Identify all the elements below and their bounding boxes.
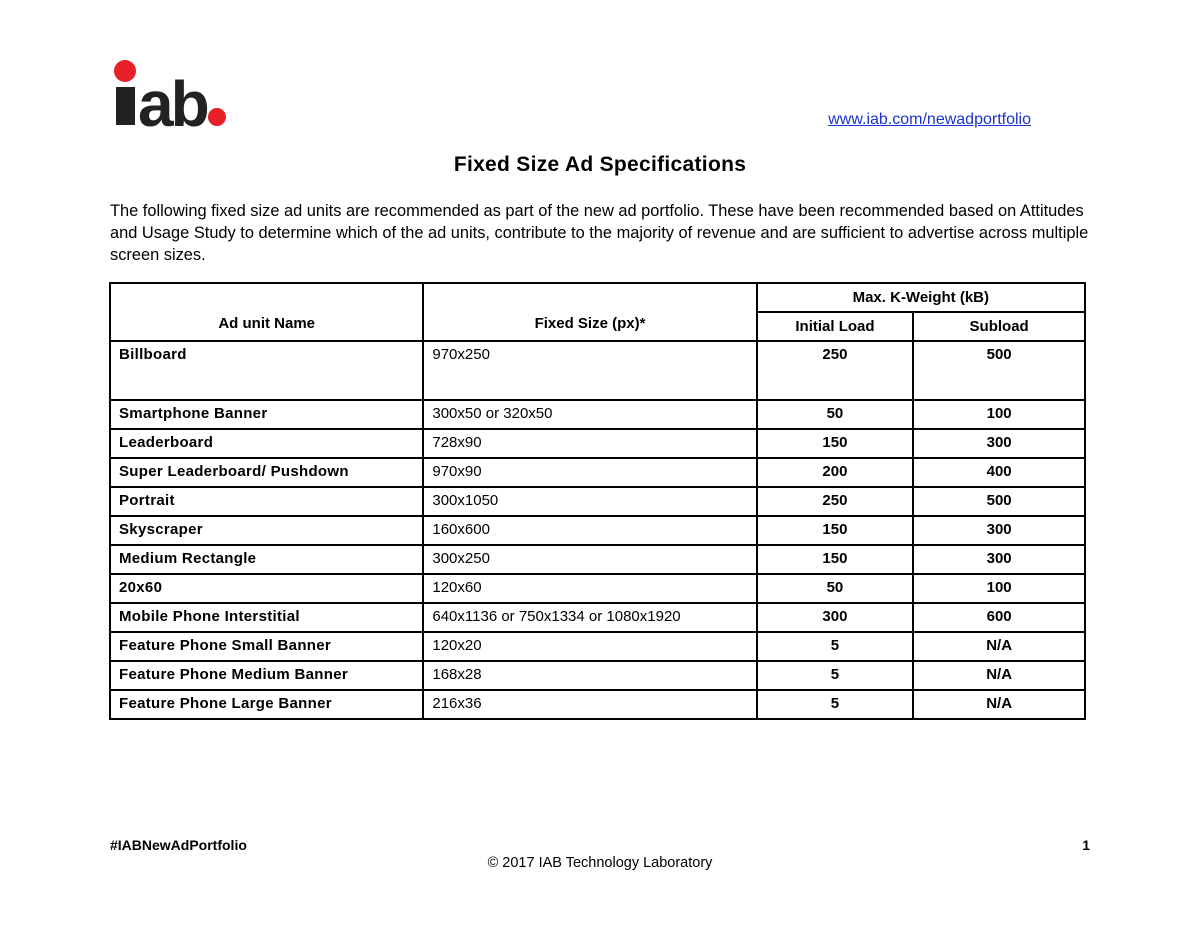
table-row (110, 661, 1085, 690)
header-fixed-size: Fixed Size (px)* (423, 283, 756, 341)
table-header-row-top (110, 283, 1085, 312)
subload-cell: 300 (913, 516, 1085, 545)
subload-cell: N/A (913, 690, 1085, 719)
header-initial-load: Initial Load (757, 312, 914, 341)
fixed-size-cell: 120x60 (423, 574, 756, 603)
subload-cell: 100 (913, 400, 1085, 429)
fixed-size-cell: 300x250 (423, 545, 756, 574)
iab-logo (112, 58, 226, 140)
subload-cell: 300 (913, 429, 1085, 458)
initial-load-cell: 5 (757, 690, 914, 719)
table-body (110, 341, 1085, 719)
initial-load-cell: 150 (757, 429, 914, 458)
ad-unit-name-cell: Feature Phone Large Banner (110, 690, 423, 719)
header-max-k-weight: Max. K-Weight (kB) (757, 283, 1085, 312)
table-row (110, 341, 1085, 400)
ad-unit-name-cell: Feature Phone Medium Banner (110, 661, 423, 690)
fixed-size-cell: 168x28 (423, 661, 756, 690)
ad-unit-name-cell: Skyscraper (110, 516, 423, 545)
fixed-size-cell: 300x1050 (423, 487, 756, 516)
initial-load-cell: 5 (757, 632, 914, 661)
fixed-size-cell: 120x20 (423, 632, 756, 661)
page-title: Fixed Size Ad Specifications (453, 153, 747, 176)
fixed-size-cell: 970x250 (423, 341, 756, 400)
logo-i-stem (116, 87, 135, 125)
initial-load-cell: 150 (757, 545, 914, 574)
initial-load-cell: 200 (757, 458, 914, 487)
fixed-size-cell: 970x90 (423, 458, 756, 487)
table-row (110, 429, 1085, 458)
fixed-size-cell: 728x90 (423, 429, 756, 458)
ad-unit-name-cell: Billboard (110, 341, 423, 400)
page-number: 1 (1082, 837, 1090, 853)
logo-wordmark: ab (138, 68, 207, 140)
initial-load-cell: 50 (757, 400, 914, 429)
subload-cell: 600 (913, 603, 1085, 632)
footer-copyright: © 2017 IAB Technology Laboratory (487, 855, 713, 871)
logo-letter-i (112, 58, 140, 130)
fixed-size-cell: 640x1136 or 750x1334 or 1080x1920 (423, 603, 756, 632)
subload-cell: 500 (913, 487, 1085, 516)
ad-unit-name-cell: 20x60 (110, 574, 423, 603)
table-row (110, 487, 1085, 516)
initial-load-cell: 250 (757, 341, 914, 400)
header-subload: Subload (913, 312, 1085, 341)
table-row (110, 603, 1085, 632)
ad-unit-name-cell: Leaderboard (110, 429, 423, 458)
iab-new-ad-portfolio-link[interactable]: www.iab.com/newadportfolio (828, 111, 1031, 128)
logo-red-period (208, 108, 226, 126)
table-row (110, 690, 1085, 719)
subload-cell: 500 (913, 341, 1085, 400)
ad-unit-name-cell: Portrait (110, 487, 423, 516)
logo-red-dot (114, 60, 136, 82)
subload-cell: N/A (913, 661, 1085, 690)
initial-load-cell: 50 (757, 574, 914, 603)
initial-load-cell: 150 (757, 516, 914, 545)
fixed-size-cell: 160x600 (423, 516, 756, 545)
subload-cell: 400 (913, 458, 1085, 487)
fixed-size-cell: 216x36 (423, 690, 756, 719)
table-row (110, 400, 1085, 429)
initial-load-cell: 5 (757, 661, 914, 690)
table-row (110, 632, 1085, 661)
ad-unit-name-cell: Feature Phone Small Banner (110, 632, 423, 661)
intro-paragraph: The following fixed size ad units are recommended as part of the new ad portfolio. These have been recommended based on Attitudes and Usage Study to determine which of the ad units, contribute to the majority of revenue and are sufficient to advertise across multiple screen sizes. (110, 202, 1089, 264)
fixed-size-cell: 300x50 or 320x50 (423, 400, 756, 429)
table-row (110, 574, 1085, 603)
subload-cell: 300 (913, 545, 1085, 574)
ad-unit-name-cell: Mobile Phone Interstitial (110, 603, 423, 632)
initial-load-cell: 300 (757, 603, 914, 632)
ad-unit-name-cell: Smartphone Banner (110, 400, 423, 429)
ad-unit-name-cell: Medium Rectangle (110, 545, 423, 574)
footer-hashtag: #IABNewAdPortfolio (110, 837, 247, 853)
table-row (110, 458, 1085, 487)
table-row (110, 516, 1085, 545)
subload-cell: N/A (913, 632, 1085, 661)
ad-unit-name-cell: Super Leaderboard/ Pushdown (110, 458, 423, 487)
initial-load-cell: 250 (757, 487, 914, 516)
ad-spec-table (109, 282, 1086, 720)
subload-cell: 100 (913, 574, 1085, 603)
header-ad-unit-name: Ad unit Name (110, 283, 423, 341)
table-row (110, 545, 1085, 574)
